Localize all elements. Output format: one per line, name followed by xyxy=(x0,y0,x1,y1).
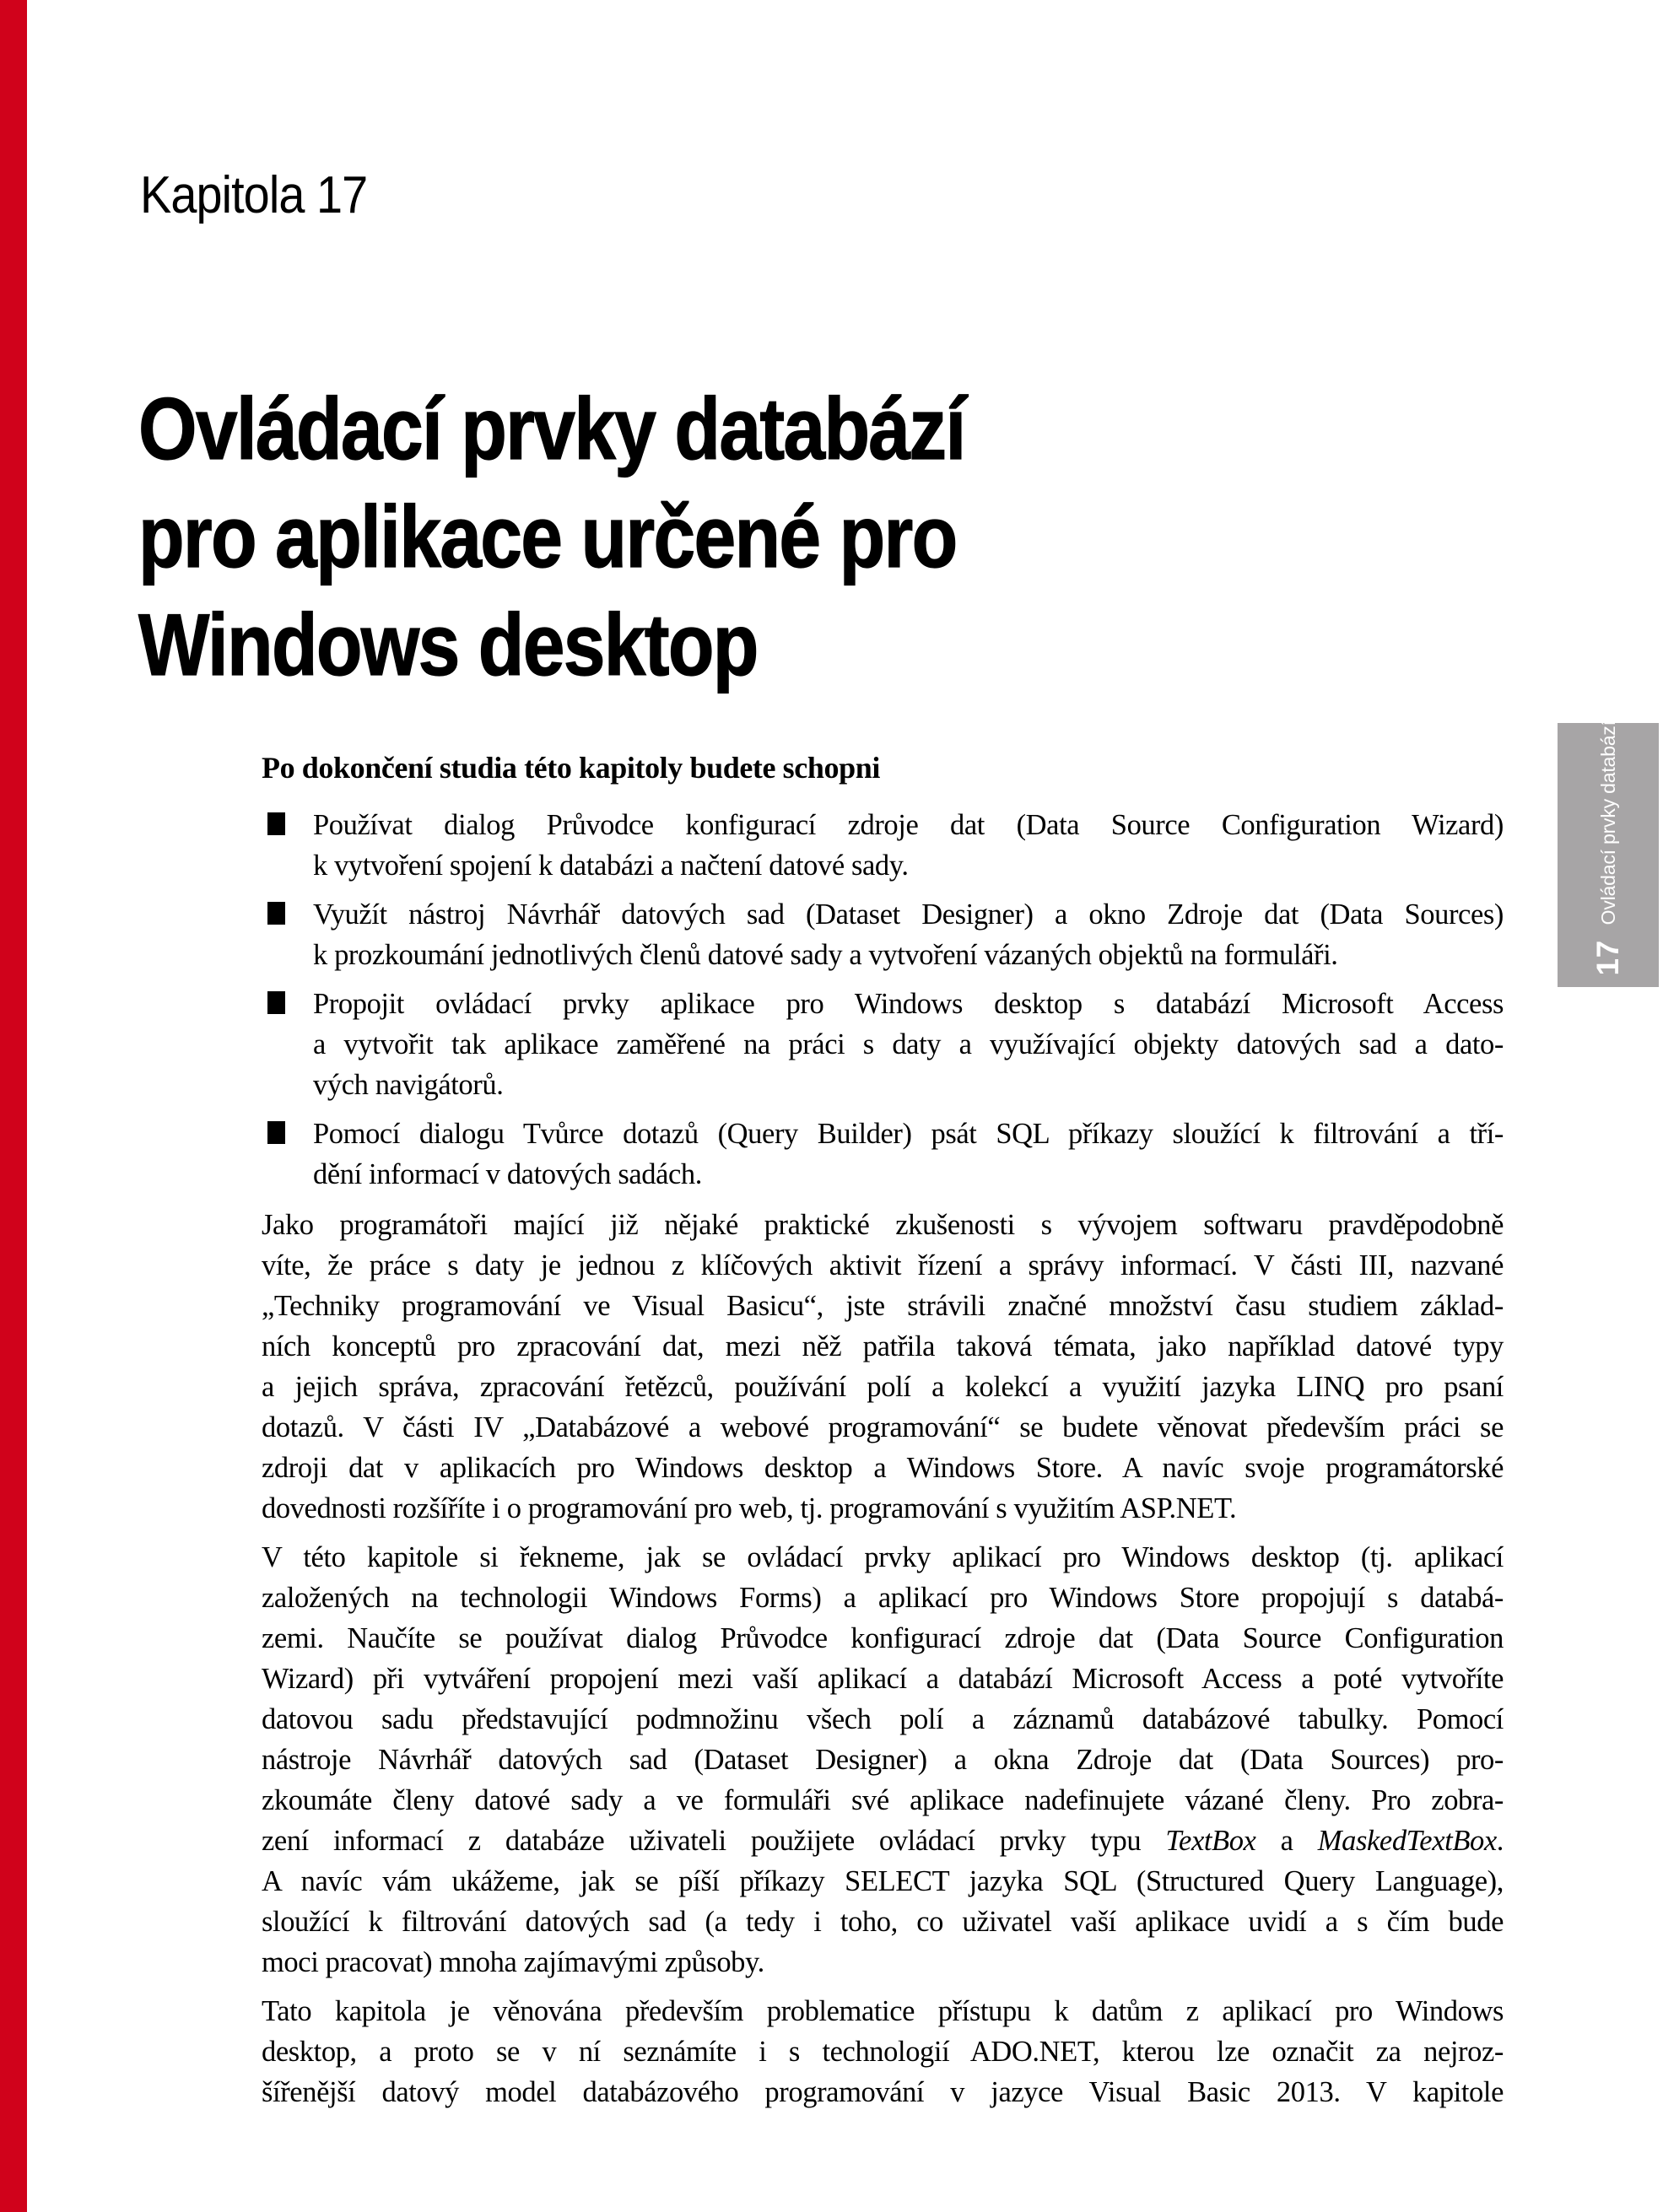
bullet-text xyxy=(313,1114,1504,1195)
text-line: dovednosti rozšíříte i o programování pro web, tj. programování s využitím ASP.NET. xyxy=(262,1492,1237,1524)
text-line: zdroji dat v aplikacích pro Windows desktop a Windows Store. A navíc svoje programátorské xyxy=(262,1452,1504,1484)
objectives-list xyxy=(262,805,1504,1195)
list-item xyxy=(262,984,1504,1105)
bullet-text xyxy=(313,984,1504,1105)
text-line: dění informací v datových sadách. xyxy=(313,1158,703,1190)
text-line: Tato kapitola je věnována především problematice přístupu k datům z aplikací pro Windows xyxy=(262,1995,1504,2027)
text-line: k vytvoření spojení k databázi a načtení datové sady. xyxy=(313,850,909,882)
text-line: V této kapitole si řekneme, jak se ovládací prvky aplikací pro Windows desktop (tj. aplikací xyxy=(262,1541,1504,1573)
list-item xyxy=(262,1114,1504,1195)
text-line: zkoumáte členy datové sady a ve formuláři své aplikace nadefinujete vázané členy. Pro zobra- xyxy=(262,1784,1504,1816)
text-segment: zení informací z databáze uživateli použijete ovládací prvky typu xyxy=(262,1825,1166,1857)
text-line: datovou sadu představující podmnožinu všech polí a záznamů databázové tabulky. Pomocí xyxy=(262,1703,1504,1735)
text-line: zemi. Naučíte se používat dialog Průvodce konfigurací zdroje dat (Data Source Configuration xyxy=(262,1622,1504,1654)
text-line: nástroje Návrhář datových sad (Dataset Designer) a okna Zdroje dat (Data Sources) pro- xyxy=(262,1744,1504,1776)
chapter-title-line: Windows desktop xyxy=(138,596,758,694)
text-line: sloužící k filtrování datových sad (a tedy i toho, co uživatel vaší aplikace uvidí a s čím bude xyxy=(262,1906,1504,1938)
bullet-square-icon xyxy=(267,902,285,925)
text-line: šířenější datový model databázového programování v jazyce Visual Basic 2013. V kapitole xyxy=(262,2076,1504,2108)
chapter-title-line: pro aplikace určené pro xyxy=(138,488,957,586)
text-line: Využít nástroj Návrhář datových sad (Dataset Designer) a okno Zdroje dat (Data Sources) xyxy=(313,898,1504,931)
text-line: Jako programátoři mající již nějaké praktické zkušenosti s vývojem softwaru pravděpodobně xyxy=(262,1209,1504,1241)
paragraph xyxy=(262,1205,1504,1529)
chapter-tab-rotated-text xyxy=(1558,720,1659,987)
bullet-square-icon xyxy=(267,812,285,835)
page-body xyxy=(262,747,1504,2112)
text-line: k prozkoumání jednotlivých členů datové sady a vytvoření vázaných objektů na formuláři. xyxy=(313,939,1338,971)
list-item xyxy=(262,805,1504,886)
text-segment: . xyxy=(1496,1825,1504,1857)
chapter-kicker: Kapitola 17 xyxy=(140,166,368,224)
bullet-text xyxy=(313,805,1504,886)
text-line: a jejich správa, zpracování řetězců, používání polí a kolekcí a využití jazyka LINQ pro psaní xyxy=(262,1371,1504,1403)
chapter-title-line: Ovládací prvky databází xyxy=(138,380,965,478)
text-line: Wizard) při vytváření propojení mezi vaší aplikací a databází Microsoft Access a poté vytvoříte xyxy=(262,1663,1504,1695)
chapter-tab-title: Ovládací prvky databází xyxy=(1596,720,1619,925)
text-line: „Techniky programování ve Visual Basicu“, jste strávili značné množství času studiem základ- xyxy=(262,1290,1504,1322)
chapter-tab-number: 17 xyxy=(1590,939,1625,975)
chapter-edge-tab xyxy=(1558,720,1659,987)
text-line-with-italics xyxy=(262,1821,1504,1861)
text-line: Pomocí dialogu Tvůrce dotazů (Query Builder) psát SQL příkazy sloužící k filtrování a tří- xyxy=(313,1118,1504,1150)
text-line: a vytvořit tak aplikace zaměřené na práci s daty a využívající objekty datových sad a dato- xyxy=(313,1028,1504,1060)
list-item xyxy=(262,894,1504,975)
text-line: založených na technologii Windows Forms) a aplikací pro Windows Store propojují s databá- xyxy=(262,1582,1504,1614)
text-line: víte, že práce s daty je jednou z klíčových aktivit řízení a správy informací. V části III, nazvané xyxy=(262,1249,1504,1281)
text-line: A navíc vám ukážeme, jak se píší příkazy SELECT jazyka SQL (Structured Query Language), xyxy=(262,1865,1504,1897)
paragraph xyxy=(262,1537,1504,1983)
page-edge-bar xyxy=(0,0,27,2212)
text-line: Používat dialog Průvodce konfigurací zdroje dat (Data Source Configuration Wizard) xyxy=(313,809,1504,841)
paragraph xyxy=(262,1991,1504,2112)
text-line: vých navigátorů. xyxy=(313,1069,504,1101)
objectives-heading: Po dokončení studia této kapitoly budete schopni xyxy=(262,751,880,785)
bullet-text xyxy=(313,894,1504,975)
text-segment: a xyxy=(1255,1825,1318,1857)
bullet-square-icon xyxy=(267,1121,285,1144)
text-line: ních konceptů pro zpracování dat, mezi něž patřila taková témata, jako například datové typy xyxy=(262,1330,1504,1362)
text-line: dotazů. V části IV „Databázové a webové programování“ se budete věnovat především práci se xyxy=(262,1411,1504,1443)
italic-term: MaskedTextBox xyxy=(1317,1825,1497,1857)
text-line: desktop, a proto se v ní seznámíte i s technologií ADO.NET, kterou lze označit za nejroz- xyxy=(262,2036,1504,2068)
text-line: moci pracovat) mnoha zajímavými způsoby. xyxy=(262,1946,764,1978)
bullet-square-icon xyxy=(267,991,285,1014)
italic-term: TextBox xyxy=(1165,1825,1256,1857)
chapter-title xyxy=(138,375,1099,699)
text-line: Propojit ovládací prvky aplikace pro Windows desktop s databází Microsoft Access xyxy=(313,988,1504,1020)
